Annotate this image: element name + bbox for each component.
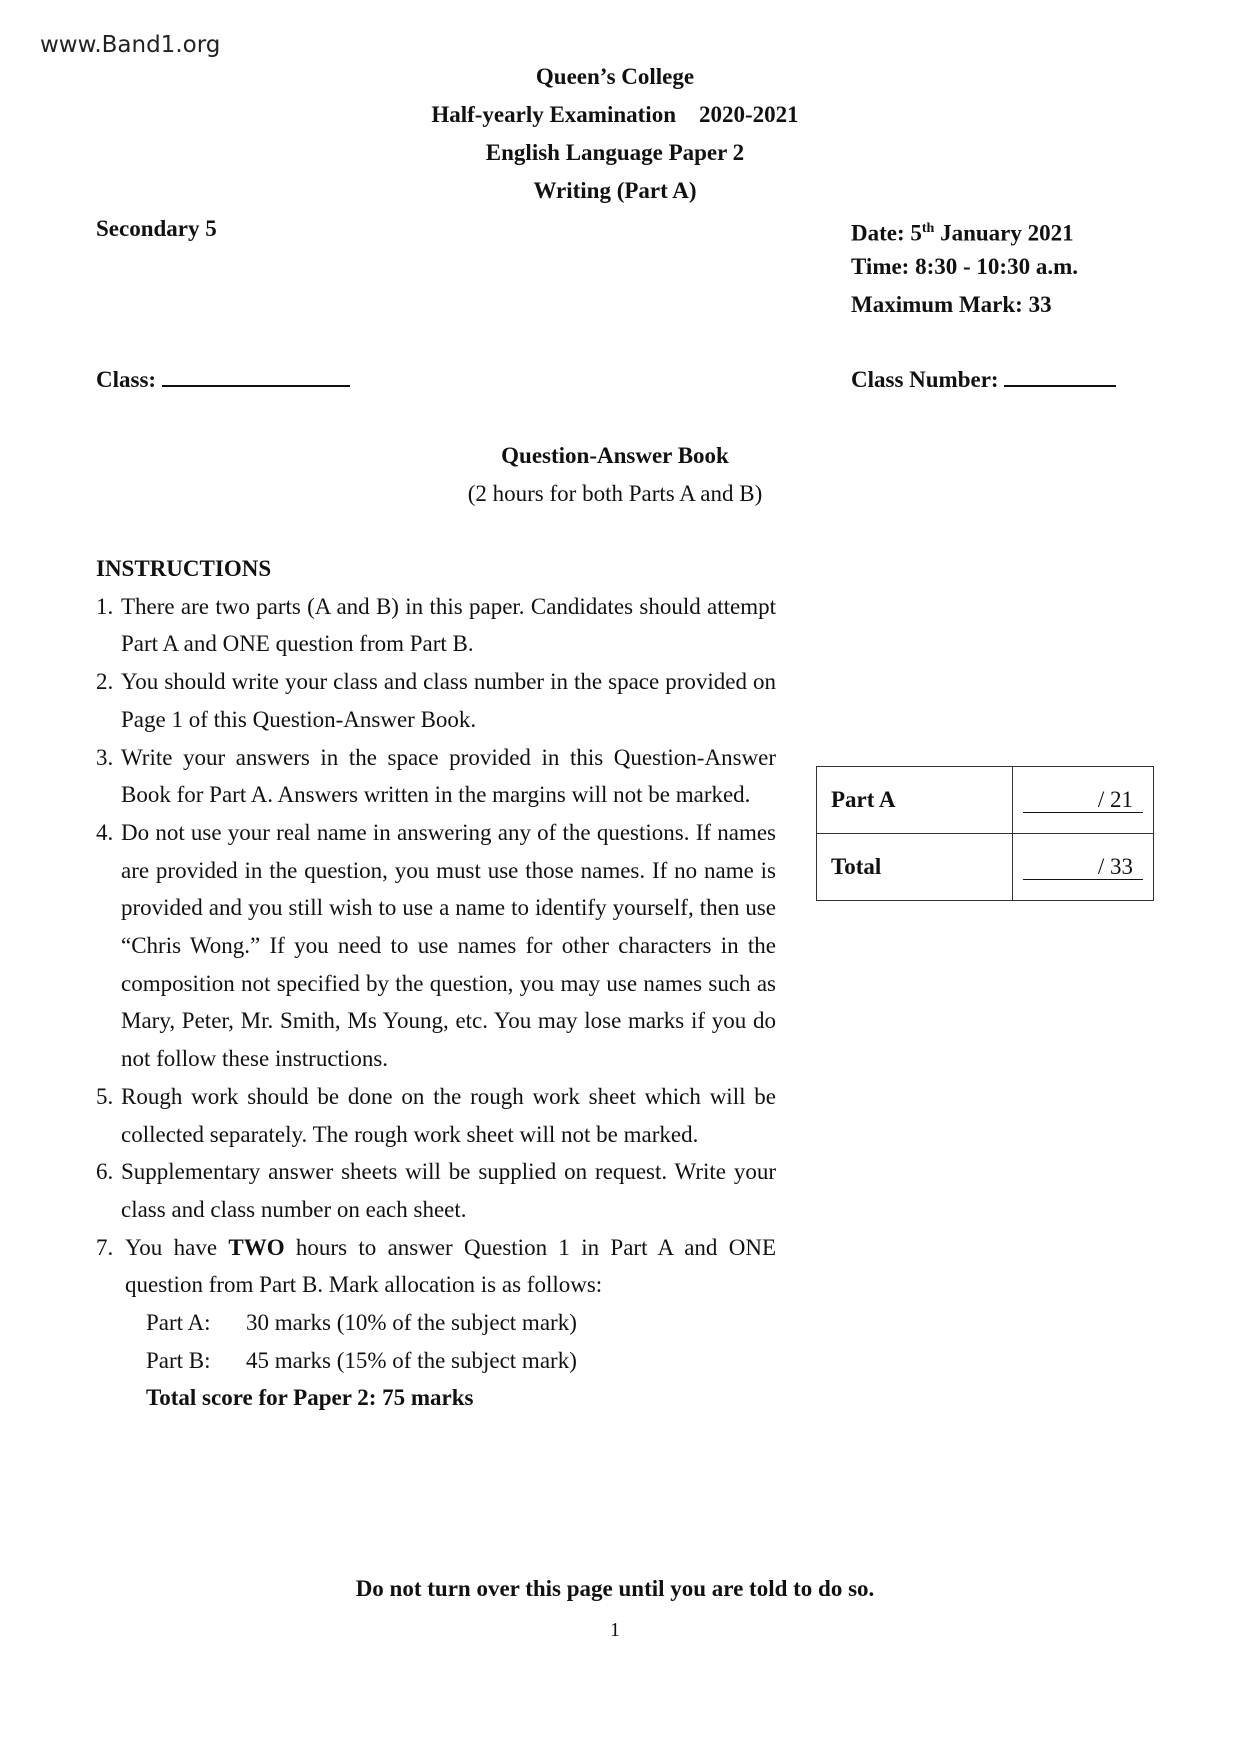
instruction-item <box>96 588 776 663</box>
item-text: Supplementary answer sheets will be supplied on request. Write your class and class number on each sheet. <box>121 1159 776 1222</box>
item-number: 6. <box>96 1159 114 1185</box>
date-label: Date: 5 <box>851 220 922 246</box>
item-number: 4. <box>96 819 114 845</box>
item-number: 5. <box>96 1083 114 1109</box>
part-title: Writing (Part A) <box>533 178 697 203</box>
book-subtitle: (2 hours for both Parts A and B) <box>467 481 763 506</box>
score-label: Total <box>817 834 1013 901</box>
footer-notice: Do not turn over this page until you are told to do so. <box>355 1576 875 1601</box>
school-name: Queen’s College <box>535 64 695 89</box>
allocation-marks: 30 marks (10% of the subject mark) <box>246 1310 577 1336</box>
score-cell[interactable] <box>1013 834 1154 901</box>
instruction-item <box>96 739 776 814</box>
item7-post: hours to answer Question 1 in Part A and ONE question from Part B. Mark allocation is as follows: <box>125 1234 776 1298</box>
item-text: You should write your class and class number in the space provided on Page 1 of this Question-Answer Book. <box>121 669 776 732</box>
exam-name: Half-yearly Examination <box>431 102 676 127</box>
class-number-blank[interactable] <box>1004 363 1116 387</box>
class-label: Class: <box>96 367 157 392</box>
class-number-field[interactable] <box>851 361 1116 399</box>
book-title: Question-Answer Book <box>501 443 729 468</box>
item-number: 1. <box>96 593 114 619</box>
watermark: www.Band1.org <box>40 32 221 58</box>
instruction-item <box>96 1229 776 1304</box>
instruction-item <box>96 663 776 738</box>
score-max: / 21 <box>1023 788 1143 813</box>
instruction-item <box>96 1153 776 1228</box>
item-text: Write your answers in the space provided in this Question-Answer Book for Part A. Answers written in the margins will not be marked. <box>121 744 776 808</box>
maximum-mark: Maximum Mark: 33 <box>851 292 1052 317</box>
item-number: 7. <box>96 1234 114 1260</box>
item7-bold: TWO <box>228 1234 285 1260</box>
score-max: / 33 <box>1023 855 1143 880</box>
exam-year: 2020-2021 <box>699 102 799 127</box>
item-text: Do not use your real name in answering any of the questions. If names are provided in the question, you must use those names. If no name is provided and you still wish to use a name to identify yourself, then use “Chris Wong.” If you need to use names for other characters in the composition not specified by the question, you may use names such as Mary, Peter, Mr. Smith, Ms Young, etc. You may lose marks if you do not follow these instructions. <box>121 819 776 1072</box>
page-number: 1 <box>610 1619 620 1641</box>
allocation-part: Part B: <box>146 1347 211 1373</box>
class-field[interactable] <box>96 361 350 399</box>
allocation-marks: 45 marks (15% of the subject mark) <box>246 1347 577 1373</box>
item-text <box>121 1229 776 1304</box>
allocation-row <box>96 1304 776 1342</box>
allocation-part: Part A: <box>146 1310 211 1336</box>
table-row <box>817 834 1154 901</box>
instructions-heading: INSTRUCTIONS <box>96 556 272 581</box>
date-sup: th <box>921 221 935 236</box>
item-text: There are two parts (A and B) in this paper. Candidates should attempt Part A and ONE question from Part B. <box>121 593 776 657</box>
item-text: Rough work should be done on the rough work sheet which will be collected separately. The rough work sheet will not be marked. <box>121 1083 776 1147</box>
item-number: 3. <box>96 744 114 770</box>
table-row <box>817 767 1154 834</box>
score-table <box>816 766 1154 901</box>
instruction-item <box>96 814 776 1078</box>
level: Secondary 5 <box>96 216 217 241</box>
exam-time: Time: 8:30 - 10:30 a.m. <box>851 254 1078 279</box>
item-number: 2. <box>96 669 114 695</box>
instruction-item <box>96 1078 776 1153</box>
class-blank[interactable] <box>162 363 350 387</box>
item7-pre: You have <box>125 1234 229 1260</box>
class-number-label: Class Number: <box>851 367 999 392</box>
exam-title <box>0 96 1230 134</box>
allocation-row <box>96 1342 776 1380</box>
exam-date <box>851 210 1074 253</box>
total-score: Total score for Paper 2: 75 marks <box>146 1385 474 1411</box>
date-rest: January 2021 <box>934 220 1074 246</box>
instructions <box>96 550 776 1417</box>
score-cell[interactable] <box>1013 767 1154 834</box>
score-label: Part A <box>817 767 1013 834</box>
paper-title: English Language Paper 2 <box>485 140 745 165</box>
